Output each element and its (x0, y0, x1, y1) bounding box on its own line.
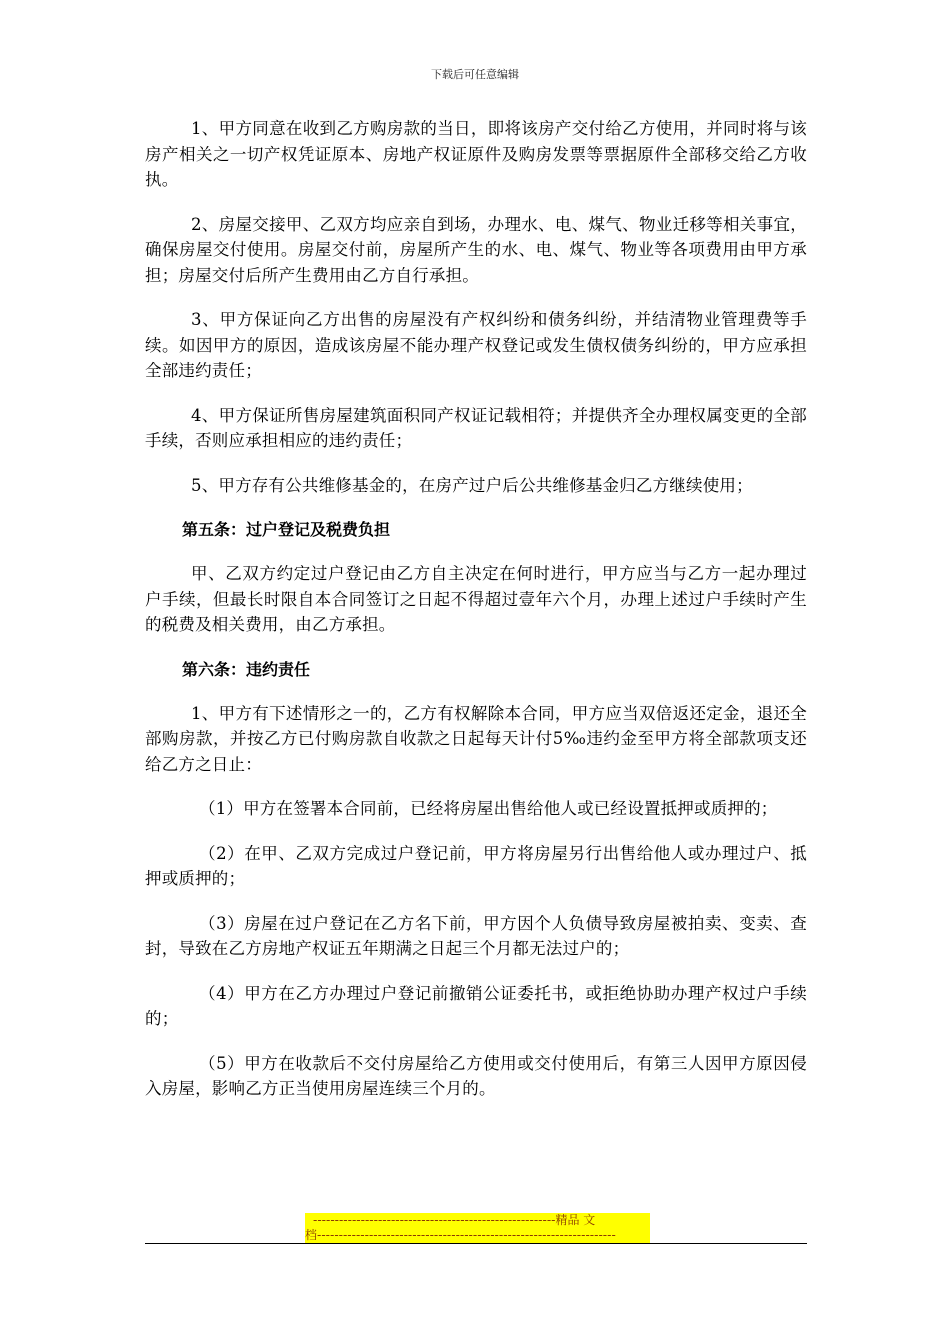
section-6-heading: 第六条：违约责任 (182, 659, 311, 679)
page-header: 下载后可任意编辑 (431, 68, 519, 81)
clause-paragraph-3: 3、甲方保证向乙方出售的房屋没有产权纠纷和债务纠纷，并结清物业管理费等手续。如因甲方的原因，造成该房屋不能办理产权登记或发生债权债务纠纷的，甲方应承担全部违约责任； (145, 310, 807, 380)
clause-paragraph-2: 2、房屋交接甲、乙双方均应亲自到场，办理水、电、煤气、物业迁移等相关事宜，确保房屋交付使用。房屋交付前，房屋所产生的水、电、煤气、物业等各项费用由甲方承担；房屋交付后所产生费用由乙方自行承担。 (145, 214, 807, 285)
clause-paragraph-5: 5、甲方存有公共维修基金的，在房产过户后公共维修基金归乙方继续使用； (191, 475, 753, 495)
footer-watermark (305, 1213, 650, 1243)
section-6-item-3: （3）房屋在过户登记在乙方名下前，甲方因个人负债导致房屋被拍卖、变卖、查封，导致在乙方房地产权证五年期满之日起三个月都无法过户的； (145, 913, 807, 958)
document-body (145, 116, 807, 1121)
section-6-item-4: （4）甲方在乙方办理过户登记前撤销公证委托书，或拒绝协助办理产权过户手续的； (145, 983, 807, 1028)
section-5-heading: 第五条：过户登记及税费负担 (182, 520, 391, 539)
section-6-item-1: （1）甲方在签署本合同前，已经将房屋出售给他人或已经设置抵押或质押的； (199, 799, 778, 818)
section-5-text: 甲、乙双方约定过户登记由乙方自主决定在何时进行，甲方应当与乙方一起办理过户手续，但最长时限自本合同签订之日起不得超过壹年六个月，办理上述过户手续时产生的税费及相关费用，由乙方承担。 (145, 564, 807, 634)
footer-line-2: 档--------------------------------------------------------------------- (305, 1228, 616, 1242)
section-6-intro: 1、甲方有下述情形之一的，乙方有权解除本合同，甲方应当双倍返还定金，退还全部购房款，并按乙方已付购房款自收款之日起每天计付5‰违约金至甲方将全部款项支还给乙方之日止： (145, 703, 807, 774)
section-6-item-5: （5）甲方在收款后不交付房屋给乙方使用或交付使用后，有第三人因甲方原因侵入房屋，影响乙方正当使用房屋连续三个月的。 (145, 1053, 807, 1098)
footer-line-1: --------------------------------------------------------精品 文 (313, 1213, 596, 1227)
section-6-item-2: （2）在甲、乙双方完成过户登记前，甲方将房屋另行出售给他人或办理过户、抵押或质押的； (145, 843, 807, 888)
clause-paragraph-4: 4、甲方保证所售房屋建筑面积同产权证记载相符；并提供齐全办理权属变更的全部手续，否则应承担相应的违约责任； (145, 405, 807, 450)
clause-paragraph-1: 1、甲方同意在收到乙方购房款的当日，即将该房产交付给乙方使用，并同时将与该房产相关之一切产权凭证原本、房地产权证原件及购房发票等票据原件全部移交给乙方收执。 (145, 119, 807, 189)
footer-divider (145, 1243, 807, 1244)
